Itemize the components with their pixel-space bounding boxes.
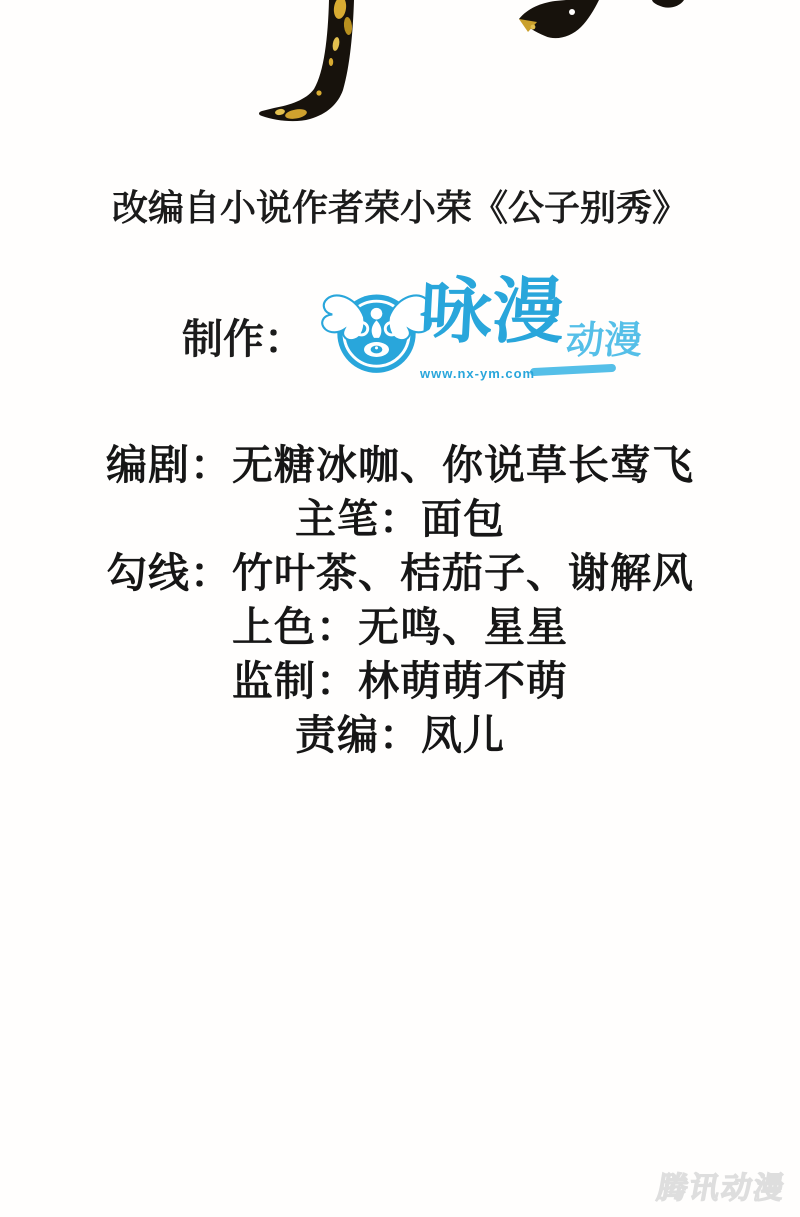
credit-line-inking: 勾线：竹叶茶、桔茄子、谢解风 xyxy=(106,550,694,596)
brand-underline-swoosh xyxy=(530,364,616,376)
ink-stroke-fragment xyxy=(652,0,684,8)
credit-line-screenwriter: 编剧：无糖冰咖、你说草长莺飞 xyxy=(106,442,694,488)
studio-brand-main: 咏漫 xyxy=(417,272,567,352)
production-row xyxy=(0,270,800,400)
credit-line-supervisor: 监制：林萌萌不萌 xyxy=(232,658,568,704)
studio-brand-sub: 动漫 xyxy=(564,320,644,362)
studio-url: www.nx-ym.com xyxy=(420,366,536,381)
credit-line-coloring: 上色：无鸣、星星 xyxy=(232,604,568,650)
credits-block xyxy=(0,438,800,762)
ink-brush-strokes xyxy=(0,0,800,200)
credit-line-editor: 责编：凤儿 xyxy=(295,712,505,758)
production-label: 制作： xyxy=(182,316,305,362)
tencent-comics-watermark: 腾讯动漫 xyxy=(654,1172,789,1205)
ink-stroke-hole xyxy=(569,9,575,15)
credit-line-lead-artist: 主笔：面包 xyxy=(295,496,505,542)
ink-stroke-right xyxy=(519,0,599,38)
adaptation-source-line: 改编自小说作者荣小荣《公子别秀》 xyxy=(111,187,688,228)
